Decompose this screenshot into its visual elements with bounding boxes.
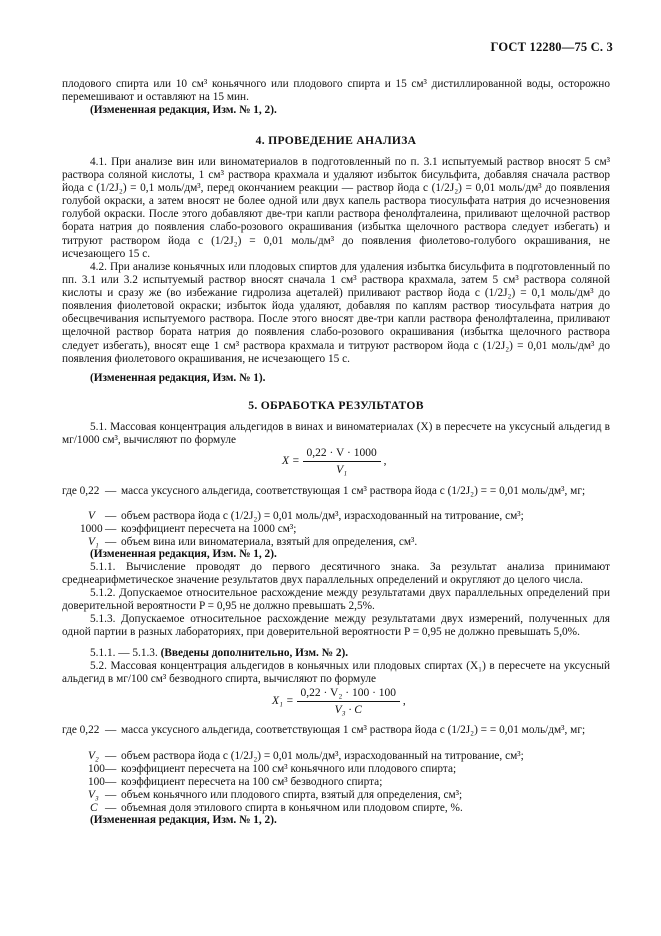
- paragraph-5-1-amendment-note: (Измененная редакция, Изм. № 1, 2).: [90, 548, 277, 560]
- formula-x1-lhs: X₁ =: [272, 695, 294, 708]
- legend-dash: —: [105, 523, 117, 535]
- legend-2-symbol: V: [88, 510, 95, 522]
- paragraph-5-2-amendment-note: (Измененная редакция, Изм. № 1, 2).: [90, 814, 277, 826]
- paragraph-4-2: 4.2. При анализе коньячных или плодовых спиртов для удаления избытка бисульфита в подготовленный по пп. 3.1 или 3.2 испытуемый раствор вносят сначала 1 см³ раствора крахмала, затем 5 см³ раствора соляной кислоты и сразу же (во избежание гидролиза ацеталей) приливают раствор йода c (1/2J₂) = 0,1 моль/дм³ до появления фиолетовой окраски; избыток йода удаляют, добавляя по каплям раствор тиосульфата натрия до обесцвечивания испытуемого раствора. После этого вносят две-три капли раствора фенолфталеина, приливают щелочной раствор бората натрия до появления слабо-розового окрашивания (избытка щелочного раствора следует избегать), вносят еще 1 см³ раствора крахмала и титруют раствором йода c (1/2J₂) = 0,01 моль/дм³ до появления фиолетового окрашивания, не исчезающего 15 с.: [62, 261, 610, 365]
- formula-x-lhs: X =: [282, 455, 300, 468]
- legend-dash: —: [105, 510, 117, 522]
- section-4-amendment-note: (Измененная редакция, Изм. № 1).: [90, 372, 266, 384]
- paragraph-5-1: 5.1. Массовая концентрация альдегидов в винах и виноматериалах (X) в пересчете на уксусный альдегид в мг/1000 см³, вычисляют по формуле: [62, 421, 610, 447]
- paragraph-5-2: 5.2. Массовая концентрация альдегидов в коньячных или плодовых спиртах (X₁) в пересчете на уксусный альдегид в мг/100 см³ безводного спирта, вычисляют по формуле: [62, 660, 610, 686]
- paragraph-5-1-x-note: (Введены дополнительно, Изм. № 2).: [160, 647, 349, 659]
- section-4-title: 4. ПРОВЕДЕНИЕ АНАЛИЗА: [255, 134, 417, 147]
- paragraph-5-1-x-lead: 5.1.1. — 5.1.3.: [90, 647, 158, 659]
- legend2-3-symbol: 100: [88, 763, 105, 775]
- legend2-3-text: коэффициент пересчета на 100 см³ коньячного или плодового спирта;: [121, 763, 457, 775]
- legend-dash: —: [105, 485, 117, 497]
- paragraph-5-1-2: 5.1.2. Допускаемое относительное расхождение между результатами двух параллельных определений при доверительной вероятности P = 0,95 не должно превышать 2,5%.: [62, 587, 610, 613]
- legend-1: [0, 485, 661, 548]
- legend2-4-text: коэффициент пересчета на 100 см³ безводного спирта;: [121, 776, 383, 788]
- formula-x1-numerator: 0,22 · V₂ · 100 · 100: [297, 687, 400, 702]
- legend-dash: —: [105, 750, 117, 762]
- formula-x-numerator: 0,22 · V · 1000: [303, 447, 381, 462]
- formula-x-denominator: V₁: [336, 464, 348, 476]
- legend-dash: —: [105, 536, 117, 548]
- paragraph-4-1: 4.1. При анализе вин или виноматериалов в подготовленный по п. 3.1 испытуемый раствор вносят 5 см³ раствора соляной кислоты, 1 см³ раствора крахмала и удаляют избыток бисульфита, добавляя сначала раствор йода c (1/2J₂) = 0,1 моль/дм³, перед окончанием реакции — раствор йода c (1/2J₂) = 0,01 моль/дм³ до появления голубой окраски, а затем вносят не более одной или двух капель раствора тиосульфата натрия до исчезновения голубой окраски. После этого добавляют две-три капли раствора фенолфталеина, приливают щелочной раствор бората натрия до появления слабо-розового окрашивания (избытка щелочного раствора следует избегать) и титруют раствором йода c (1/2J₂) = 0,01 моль/дм³ до появления фиолетово-голубого окрашивания, не исчезающего 15 с.: [62, 156, 610, 260]
- legend-2-text: объем раствора йода c (1/2J₂) = 0,01 моль/дм³, израсходованный на титрование, см³;: [121, 510, 524, 522]
- legend2-4-symbol: 100: [88, 776, 105, 788]
- formula-x-tail: ,: [383, 455, 387, 468]
- legend-dash: —: [105, 776, 117, 788]
- legend2-5-symbol: V₃: [88, 789, 99, 801]
- legend-1-text: масса уксусного альдегида, соответствующая 1 см³ раствора йода c (1/2J₂) = = 0,01 моль/дм³, мг;: [121, 485, 586, 497]
- page-header: ГОСТ 12280—75 С. 3: [490, 40, 613, 54]
- legend-dash: —: [105, 789, 117, 801]
- legend-dash: —: [105, 724, 117, 736]
- legend-4-text: объем вина или виноматериала, взятый для определения, см³.: [121, 536, 418, 548]
- legend2-5-text: объем коньячного или плодового спирта, взятый для определения, см³;: [121, 789, 463, 801]
- legend-dash: —: [105, 802, 117, 814]
- intro-paragraph: плодового спирта или 10 см³ коньячного или плодового спирта и 15 см³ дистиллированной воды, осторожно перемешивают и оставляют на 15 мин.: [62, 78, 610, 104]
- legend-4-symbol: V₁: [88, 536, 99, 548]
- legend2-6-symbol: C: [90, 802, 98, 814]
- formula-x1-fraction: [297, 687, 400, 716]
- legend2-6-text: объемная доля этилового спирта в коньячном или плодовом спирте, %.: [121, 802, 463, 814]
- legend2-1-symbol: где 0,22: [62, 724, 100, 736]
- paragraph-5-1-1: 5.1.1. Вычисление проводят до первого десятичного знака. За результат анализа принимают среднеарифметическое значение результатов двух параллельных определений и округляют до целого числа.: [62, 561, 610, 587]
- legend2-1-text: масса уксусного альдегида, соответствующая 1 см³ раствора йода c (1/2J₂) = = 0,01 моль/дм³, мг;: [121, 724, 586, 736]
- formula-x1-denominator: V₃ · C: [334, 704, 362, 716]
- formula-x1-tail: ,: [402, 695, 406, 708]
- legend-3-symbol: 1000: [80, 523, 103, 535]
- legend-2: [0, 724, 661, 824]
- legend2-2-text: объем раствора йода c (1/2J₂) = 0,01 моль/дм³, израсходованный на титрование, см³;: [121, 750, 524, 762]
- paragraph-5-1-3: 5.1.3. Допускаемое относительное расхождение между результатами двух измерений, полученных для одной партии в разных лабораториях, при доверительной вероятности P = 0,95 не должно превышать 5,0%.: [62, 613, 610, 639]
- legend-1-symbol: где 0,22: [62, 485, 100, 497]
- legend2-2-symbol: V₂: [88, 750, 99, 762]
- paragraph-5-1-x: [62, 647, 610, 660]
- legend-3-text: коэффициент пересчета на 1000 см³;: [121, 523, 297, 535]
- formula-x1: [272, 687, 406, 716]
- intro-amendment-note: (Измененная редакция, Изм. № 1, 2).: [90, 104, 277, 116]
- formula-x-fraction: [303, 447, 381, 476]
- section-5-title: 5. ОБРАБОТКА РЕЗУЛЬТАТОВ: [248, 399, 424, 412]
- formula-x: [282, 447, 386, 476]
- legend-dash: —: [105, 763, 117, 775]
